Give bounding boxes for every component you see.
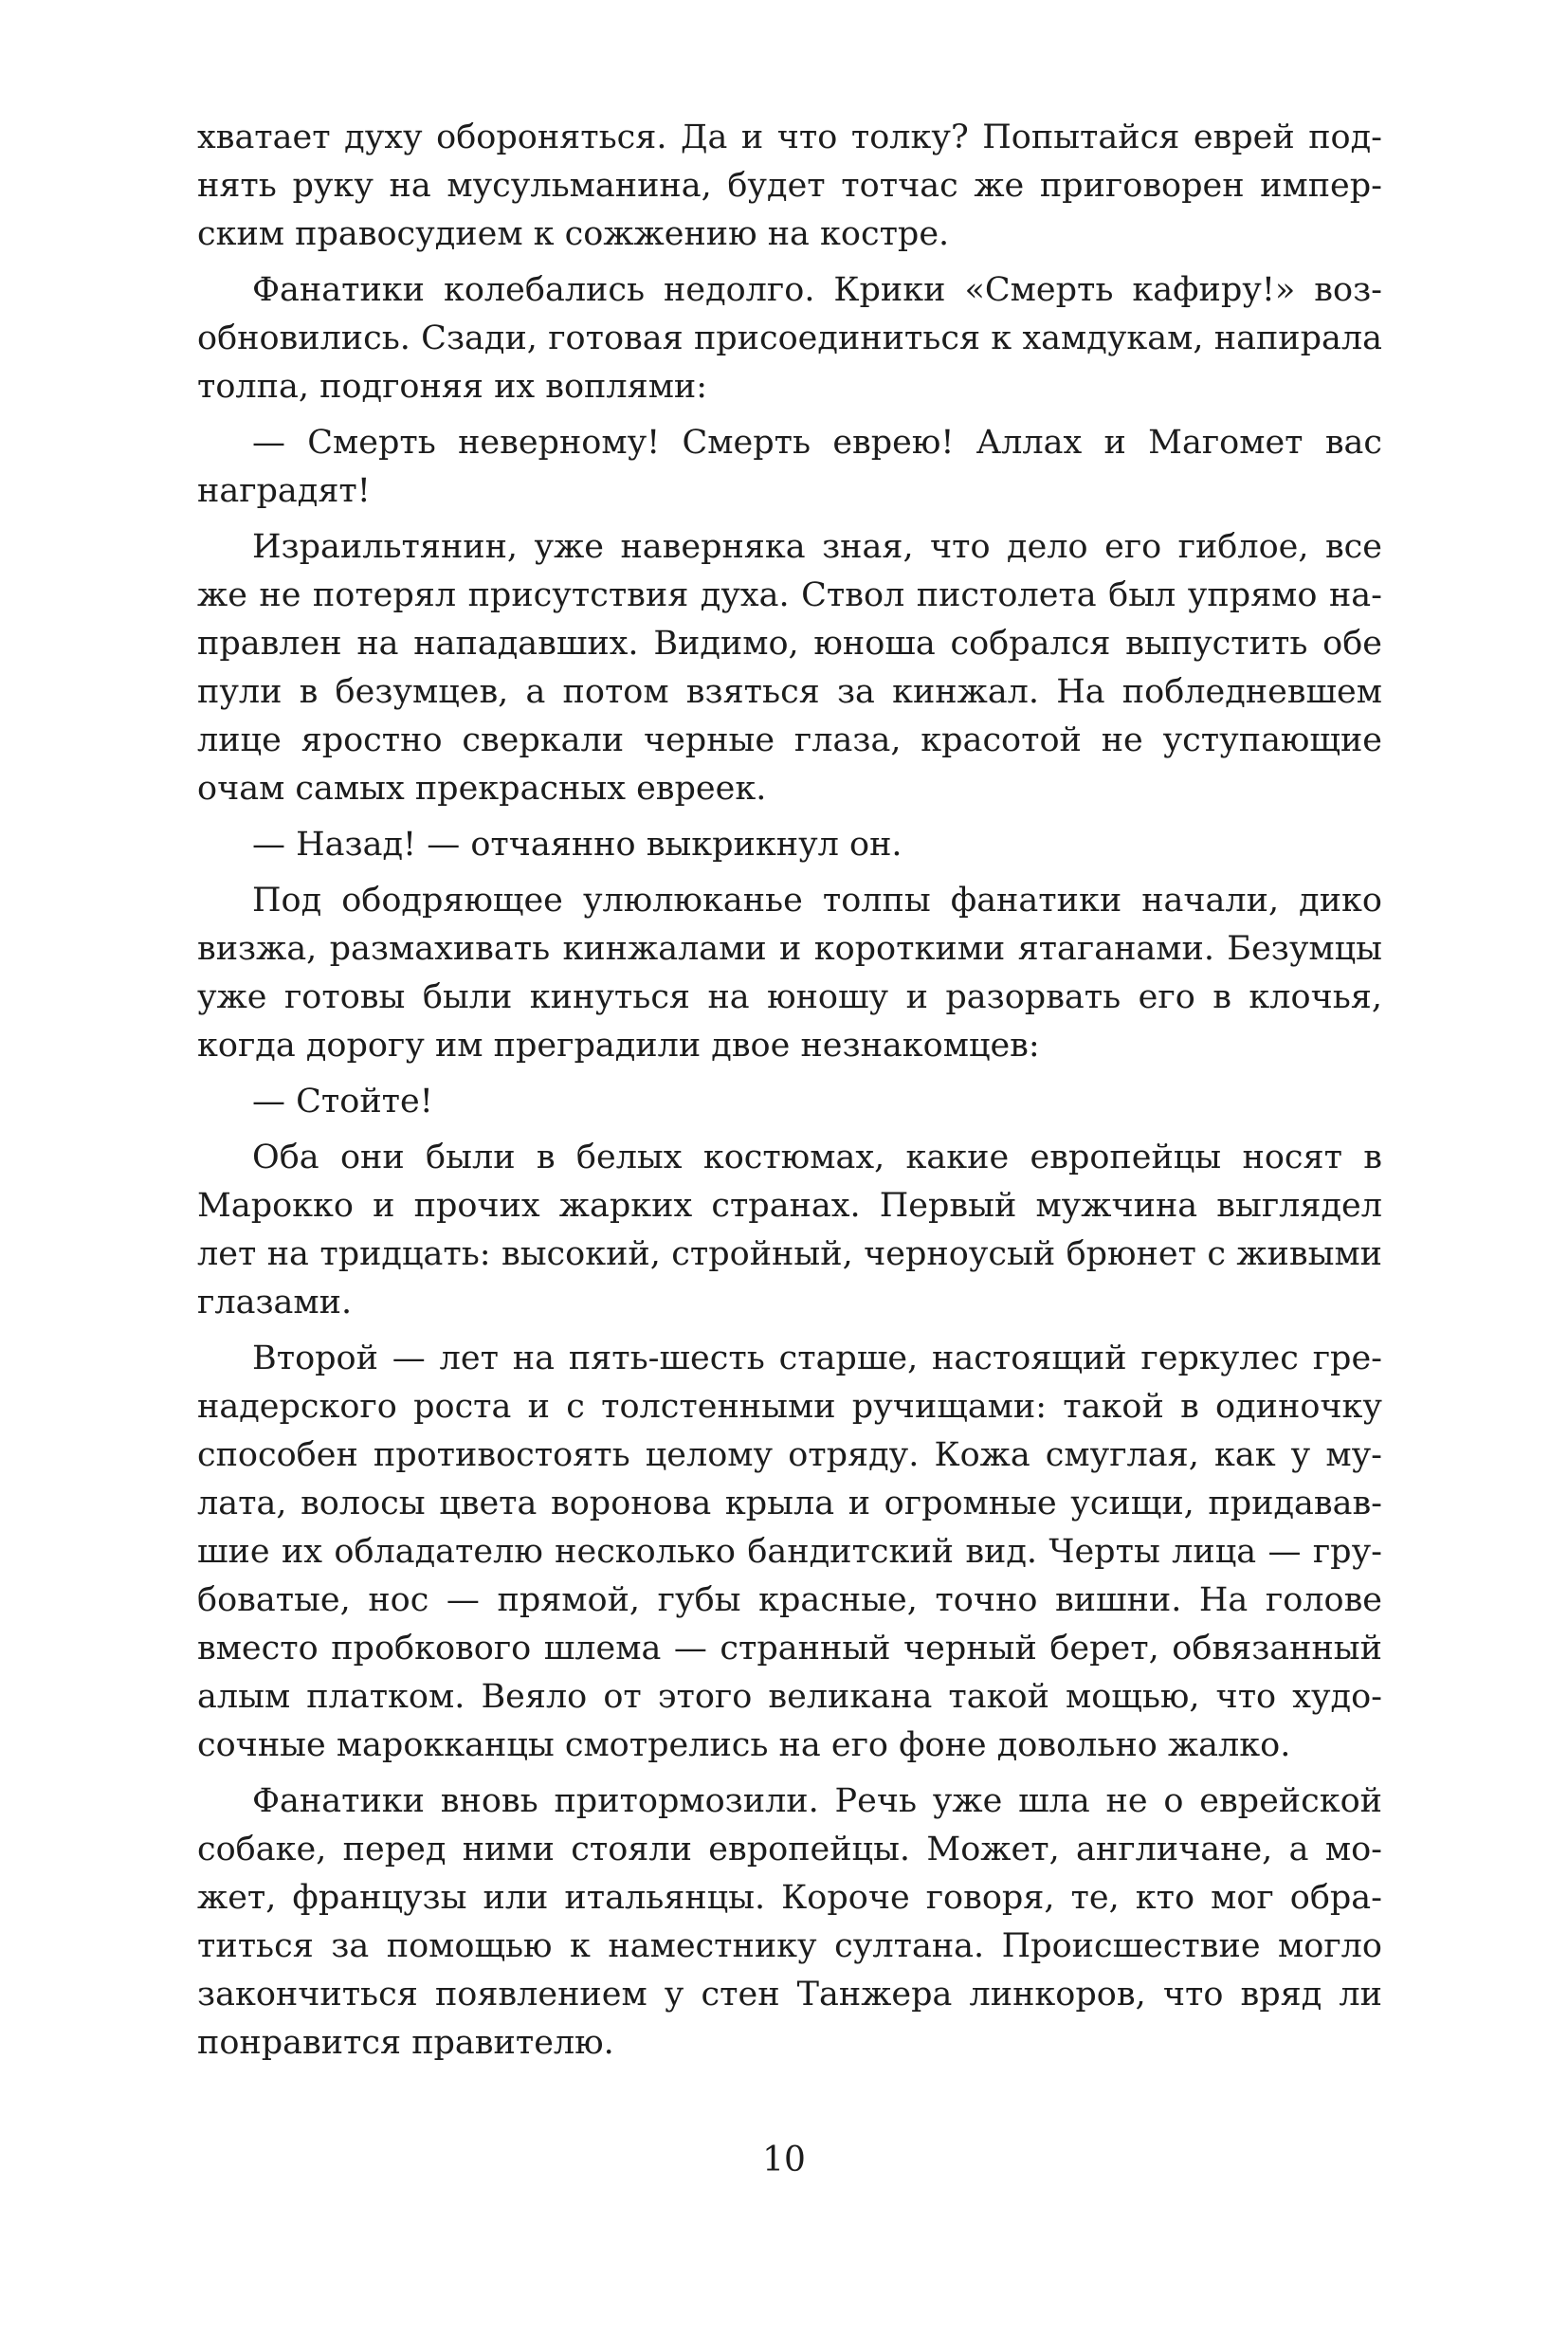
paragraph: Оба они были в белых костюмах, какие европейцы носят в Марокко и прочих жарких странах. Первый мужчина выглядел лет на тридцать: высокий, стройный, черноусый брюнет с живыми глазами. [197, 1139, 1382, 1321]
paragraph: Второй — лет на пять-шесть старше, настоящий геркулес гренадерского роста и с толстенными ручищами: такой в одиночку способен противостоять целому отряду. Кожа смуглая, как у мулата, волосы цвета воронова крыла и огромные усищи, придававшие их обладателю несколько бандитский вид. Черты лица — грубоватые, нос — прямой, губы красные, точно вишни. На голове вместо пробкового шлема — странный черный берет, обвязанный алым платком. Веяло от этого великана такой мощью, что худосочные марокканцы смотрелись на его фоне довольно жалко. [197, 1340, 1382, 1764]
paragraph: Фанатики колебались недолго. Крики «Смерть кафиру!» возобновились. Сзади, готовая присоединиться к хамдукам, напирала толпа, подгоняя их воплями: [197, 271, 1382, 406]
paragraph: хватает духу обороняться. Да и что толку? Попытайся еврей поднять руку на мусульманина, будет тотчас же приговорен имперским правосудием к сожжению на костре. [197, 118, 1382, 253]
dialogue-line: — Стойте! [252, 1083, 433, 1121]
paragraph: Фанатики вновь притормозили. Речь уже шла не о еврейской собаке, перед ними стояли европейцы. Может, англичане, а может, французы или итальянцы. Короче говоря, те, кто мог обратиться за помощью к наместнику султана. Происшествие могло закончиться появлением у стен Танжера линкоров, что вряд ли понравится правителю. [197, 1782, 1382, 2062]
page-number: 10 [762, 2141, 806, 2179]
body-text [197, 114, 1382, 2075]
paragraph: Израильтянин, уже наверняка зная, что дело его гиблое, все же не потерял присутствия духа. Ствол пистолета был упрямо направлен на нападавших. Видимо, юноша собрался выпустить обе пули в безумцев, а потом взяться за кинжал. На побледневшем лице яростно сверкали черные глаза, красотой не уступающие очам самых прекрасных евреек. [197, 528, 1382, 808]
dialogue-line: — Смерть неверному! Смерть еврею! Аллах и Магомет вас наградят! [197, 424, 1382, 510]
paragraph: Под ободряющее улюлюканье толпы фанатики начали, дико визжа, размахивать кинжалами и короткими ятаганами. Безумцы уже готовы были кинуться на юношу и разорвать его в клочья, когда дорогу им преградили двое незнакомцев: [197, 882, 1382, 1065]
dialogue-line: — Назад! — отчаянно выкрикнул он. [252, 826, 903, 864]
